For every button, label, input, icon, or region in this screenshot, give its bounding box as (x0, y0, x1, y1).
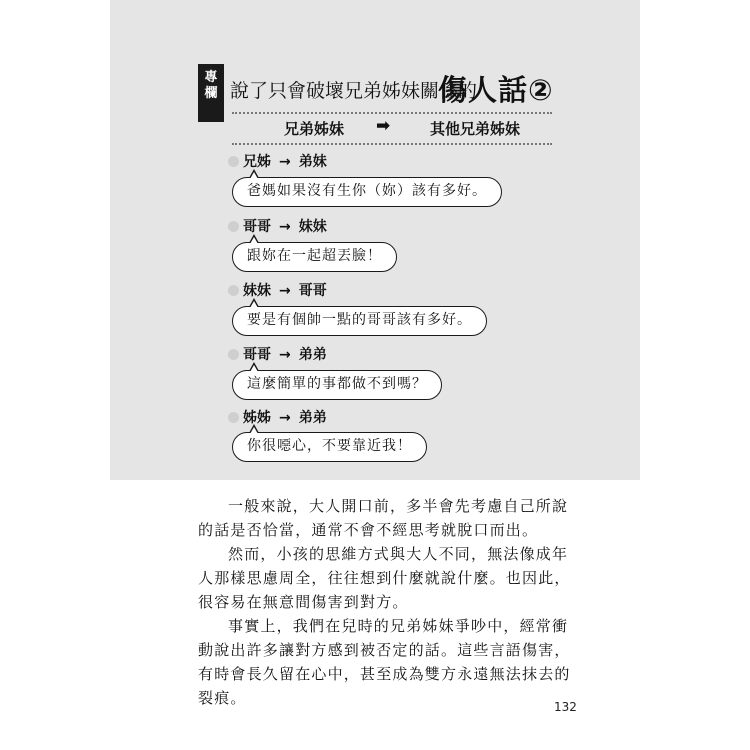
speaker-to: 弟妹 (298, 154, 327, 170)
speech-bubble (232, 306, 487, 336)
speaker-arrow-icon: → (279, 219, 291, 235)
body-text (198, 494, 578, 710)
column-background (110, 0, 640, 480)
relationship-flow (232, 116, 552, 138)
speaker-from: 哥哥 (243, 219, 271, 235)
column-tag-text (198, 70, 224, 102)
speech-bubble-text: 跟妳在一起超丟臉！ (247, 248, 382, 264)
speech-bubble (232, 177, 502, 207)
bullet-dot-icon (228, 221, 239, 232)
bullet-dot-icon (228, 349, 239, 360)
column-tag (198, 64, 232, 130)
speaker-line (228, 344, 327, 364)
speaker-to: 妹妹 (298, 219, 327, 235)
column-title: 說了只會破壞兄弟姊妹關係的 (230, 80, 478, 102)
speaker-arrow-icon: → (279, 410, 291, 426)
speech-bubble (232, 432, 427, 462)
paragraph: 然而，小孩的思維方式與大人不同，無法像成年人那樣思慮周全，往往想到什麼就說什麼。也因此，很容易在無意間傷害到對方。 (198, 545, 571, 611)
speech-bubble-text: 這麼簡單的事都做不到嗎？ (247, 376, 427, 392)
flow-from-label: 兄弟姊妹 (284, 120, 345, 138)
speaker-line (228, 151, 327, 171)
flow-to-label: 其他兄弟姊妹 (430, 120, 521, 138)
speaker-arrow-icon: → (279, 283, 291, 299)
column-title-emphasis: 傷人話② (438, 73, 554, 107)
speech-bubble-tail-fill (250, 301, 258, 308)
speaker-arrow-icon: → (279, 154, 291, 170)
column-tag-char-2: 欄 (204, 86, 218, 101)
arrow-right-icon: ➡ (376, 116, 391, 136)
speech-bubble-text: 你很噁心，不要靠近我！ (247, 438, 412, 454)
speaker-to: 弟弟 (298, 347, 327, 363)
speaker-line (228, 407, 327, 427)
speech-bubble-tail-fill (250, 172, 258, 179)
speaker-line (228, 216, 327, 236)
speaker-from: 哥哥 (243, 347, 271, 363)
speech-bubble-tail-fill (250, 237, 258, 244)
column-tag-char-1: 專 (204, 70, 218, 85)
speaker-from: 兄姊 (243, 154, 271, 170)
speaker-to: 哥哥 (298, 283, 327, 299)
paragraph: 一般來說，大人開口前，多半會先考慮自己所說的話是否恰當，通常不會不經思考就脫口而出。 (198, 497, 569, 539)
speaker-arrow-icon: → (279, 347, 291, 363)
speech-bubble-text: 要是有個帥一點的哥哥該有多好。 (247, 312, 472, 328)
speech-bubble (232, 242, 397, 272)
speaker-from: 妹妹 (243, 283, 271, 299)
speech-bubble (232, 370, 442, 400)
bullet-dot-icon (228, 412, 239, 423)
page-number: 132 (554, 700, 577, 714)
speaker-line (228, 280, 327, 300)
dotted-divider-top (232, 112, 552, 114)
speech-bubble-tail-fill (250, 365, 258, 372)
speech-bubble-tail-fill (250, 427, 258, 434)
dotted-divider-bottom (232, 143, 552, 145)
paragraph: 事實上，我們在兒時的兄弟姊妹爭吵中，經常衝動說出許多讓對方感到被否定的話。這些言語傷害，有時會長久留在心中，甚至成為雙方永遠無法抹去的裂痕。 (198, 617, 571, 707)
speech-bubble-text: 爸媽如果沒有生你（妳）該有多好。 (247, 183, 487, 199)
speaker-to: 弟弟 (298, 410, 327, 426)
bullet-dot-icon (228, 285, 239, 296)
bullet-dot-icon (228, 156, 239, 167)
speaker-from: 姊姊 (243, 410, 271, 426)
